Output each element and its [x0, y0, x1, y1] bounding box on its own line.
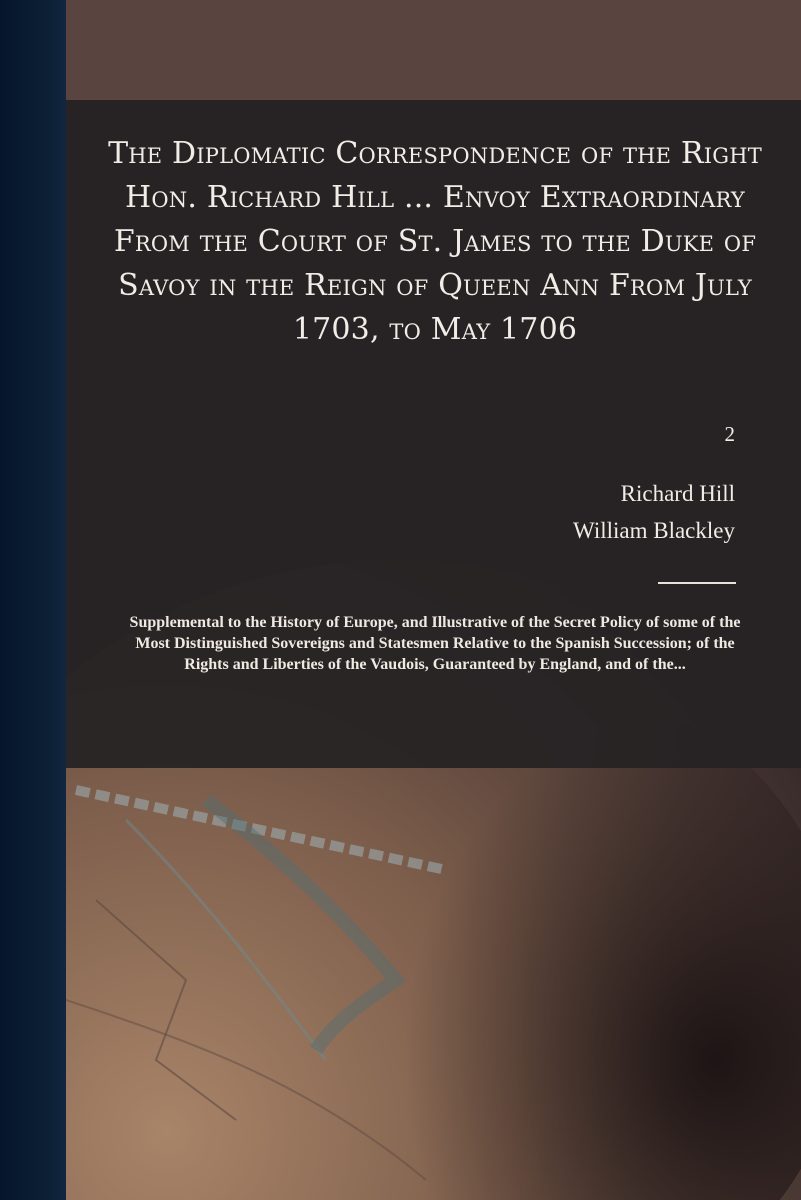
book-title: The Diplomatic Correspondence of the Right Hon. Richard Hill ... Envoy Extraordinary From the Court of St. James to the Duke of Savoy in the Reign of Queen Ann From July 1703, to May 1706: [108, 136, 762, 347]
divider-rule: [658, 582, 736, 584]
book-description: Supplemental to the History of Europe, and Illustrative of the Secret Policy of some of the Most Distinguished Sovereigns and Statesmen Relative to the Spanish Succession; of the Rights and Liberties of the Vaudois, Guaranteed by England, and of the...: [129, 614, 741, 673]
author-name: Richard Hill: [620, 481, 735, 506]
book-spine: [0, 0, 66, 1200]
volume-number: 2: [724, 422, 735, 446]
author-name: William Blackley: [573, 518, 735, 543]
